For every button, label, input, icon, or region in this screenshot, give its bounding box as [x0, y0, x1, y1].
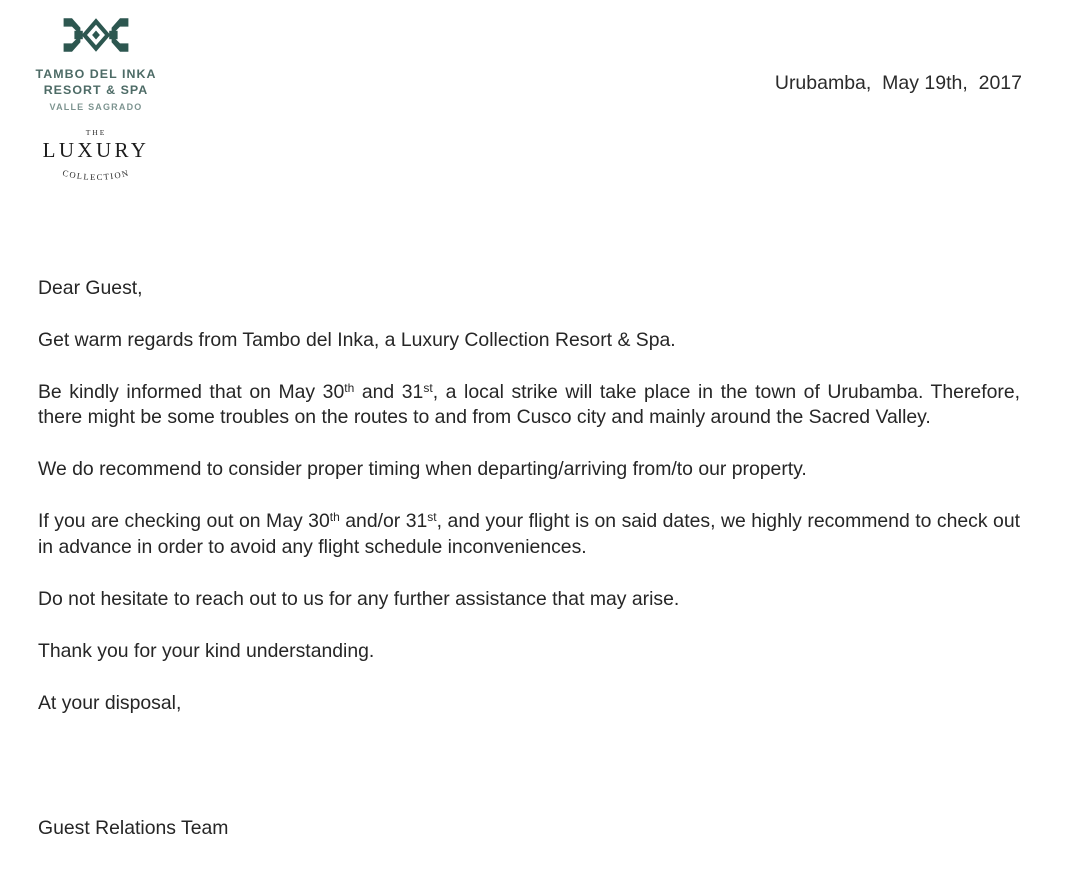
letterhead [22, 12, 170, 186]
luxury-collection-word-arc [36, 161, 156, 187]
svg-text:COLLECTION [61, 167, 130, 181]
andean-diamond-motif-icon [60, 12, 132, 58]
ordinal-suffix: st [423, 380, 433, 395]
salutation: Dear Guest, [38, 277, 143, 299]
paragraph-list [38, 328, 1020, 717]
brand-name-line2: RESORT & SPA [43, 83, 149, 98]
luxury-collection-name: LUXURY [42, 137, 150, 162]
paragraph-strike-notice: Be kindly informed that on May 30th and 31st, a local strike will take place in the town of Urubamba. Therefore, there might be some troubles on the routes to and from Cusco city and mainly around the Sacred Valley. [38, 380, 1021, 429]
letter-body [38, 276, 1020, 717]
brand-name-line1: TAMBO DEL INKA [35, 67, 157, 81]
ordinal-suffix: th [344, 380, 355, 395]
luxury-collection-lockup [22, 128, 170, 186]
brand-region: VALLE SAGRADO [49, 101, 143, 112]
paragraph-thanks: Thank you for your kind understanding. [38, 640, 375, 663]
paragraph-assistance-offer: Do not hesitate to reach out to us for any further assistance that may arise. [38, 588, 680, 611]
paragraph-signoff: At your disposal, [38, 692, 182, 715]
paragraph-timing-recommendation: We do recommend to consider proper timing when departing/arriving from/to our property. [38, 458, 807, 481]
signature-line: Guest Relations Team [38, 817, 229, 839]
luxury-collection-word: COLLECTION [61, 167, 131, 182]
ordinal-suffix: th [329, 510, 340, 525]
dateline: Urubamba, May 19th, 2017 [774, 72, 1022, 94]
paragraph-greeting: Get warm regards from Tambo del Inka, a Luxury Collection Resort & Spa. [38, 328, 676, 351]
ordinal-suffix: st [427, 510, 437, 525]
luxury-collection-the: THE [85, 127, 107, 137]
paragraph-checkout-advice: If you are checking out on May 30th and/or 31st, and your flight is on said dates, we highly recommend to check out in advance in order to avoid any flight schedule inconveniences. [38, 510, 1020, 559]
